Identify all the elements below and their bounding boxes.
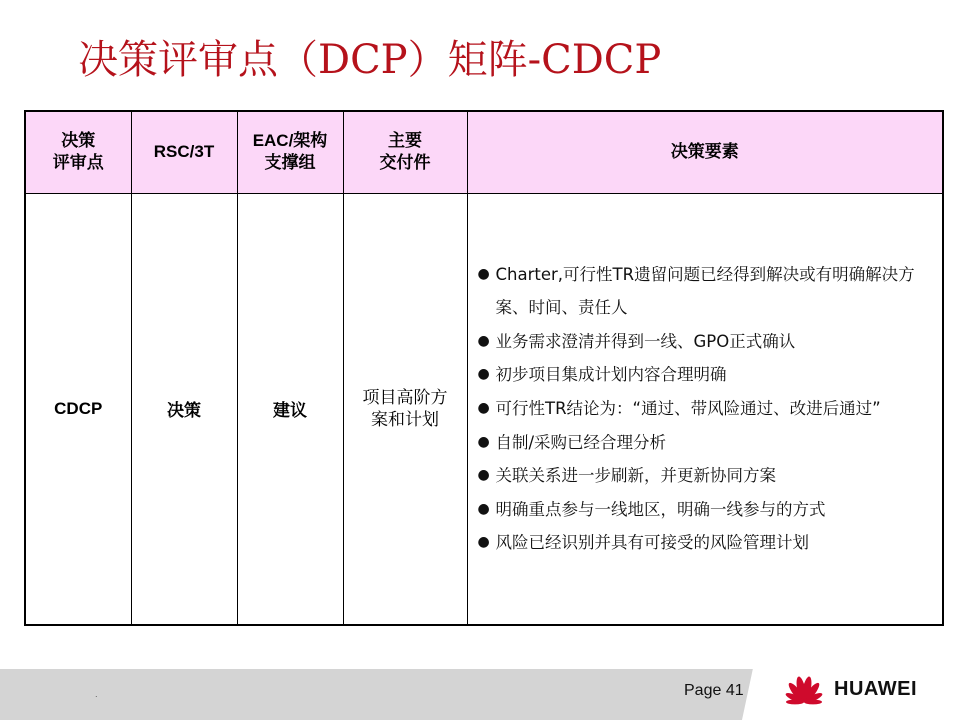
huawei-logo (782, 672, 917, 706)
header-deliverables: 主要 交付件 (343, 111, 467, 193)
bullet-icon: ● (477, 467, 490, 484)
list-item: ● Charter,可行性TR遗留问题已经得到解决或有明确解决方案、时间、责任人 (474, 258, 939, 325)
header-eac-support: EAC/架构 支撑组 (237, 111, 343, 193)
list-item: ● 初步项目集成计划内容合理明确 (474, 358, 939, 392)
table-header-row (25, 111, 943, 193)
cell-eac-support: 建议 (237, 193, 343, 625)
list-item: ● 关联关系进一步刷新，并更新协同方案 (474, 459, 939, 493)
cell-decision-point: CDCP (25, 193, 131, 625)
header-rsc-3t: RSC/3T (131, 111, 237, 193)
bullet-icon: ● (477, 332, 490, 349)
decision-elements-list (474, 258, 939, 560)
cell-deliverables: 项目高阶方 案和计划 (343, 193, 467, 625)
list-item: ● 风险已经识别并具有可接受的风险管理计划 (474, 526, 939, 560)
footer-dot: . (95, 690, 98, 699)
bullet-icon: ● (477, 500, 490, 517)
slide-title: 决策评审点（DCP）矩阵-CDCP (78, 37, 662, 83)
cell-rsc-3t: 决策 (131, 193, 237, 625)
header-decision-point: 决策 评审点 (25, 111, 131, 193)
page-number: Page 41 (684, 682, 744, 699)
header-decision-elements: 决策要素 (467, 111, 943, 193)
list-item: ● 可行性TR结论为：“通过、带风险通过、改进后通过” (474, 392, 939, 426)
bullet-icon: ● (477, 399, 490, 416)
logo-text: HUAWEI (834, 677, 917, 700)
cell-decision-elements (467, 193, 943, 625)
bullet-icon: ● (477, 366, 490, 383)
bullet-icon: ● (477, 433, 490, 450)
list-item: ● 自制/采购已经合理分析 (474, 426, 939, 460)
dcp-matrix-table (24, 110, 944, 626)
huawei-petal-icon (782, 672, 826, 706)
table-row (25, 193, 943, 625)
bullet-icon: ● (477, 534, 490, 551)
bullet-icon: ● (477, 265, 490, 282)
list-item: ● 明确重点参与一线地区，明确一线参与的方式 (474, 493, 939, 527)
list-item: ● 业务需求澄清并得到一线、GPO正式确认 (474, 325, 939, 359)
